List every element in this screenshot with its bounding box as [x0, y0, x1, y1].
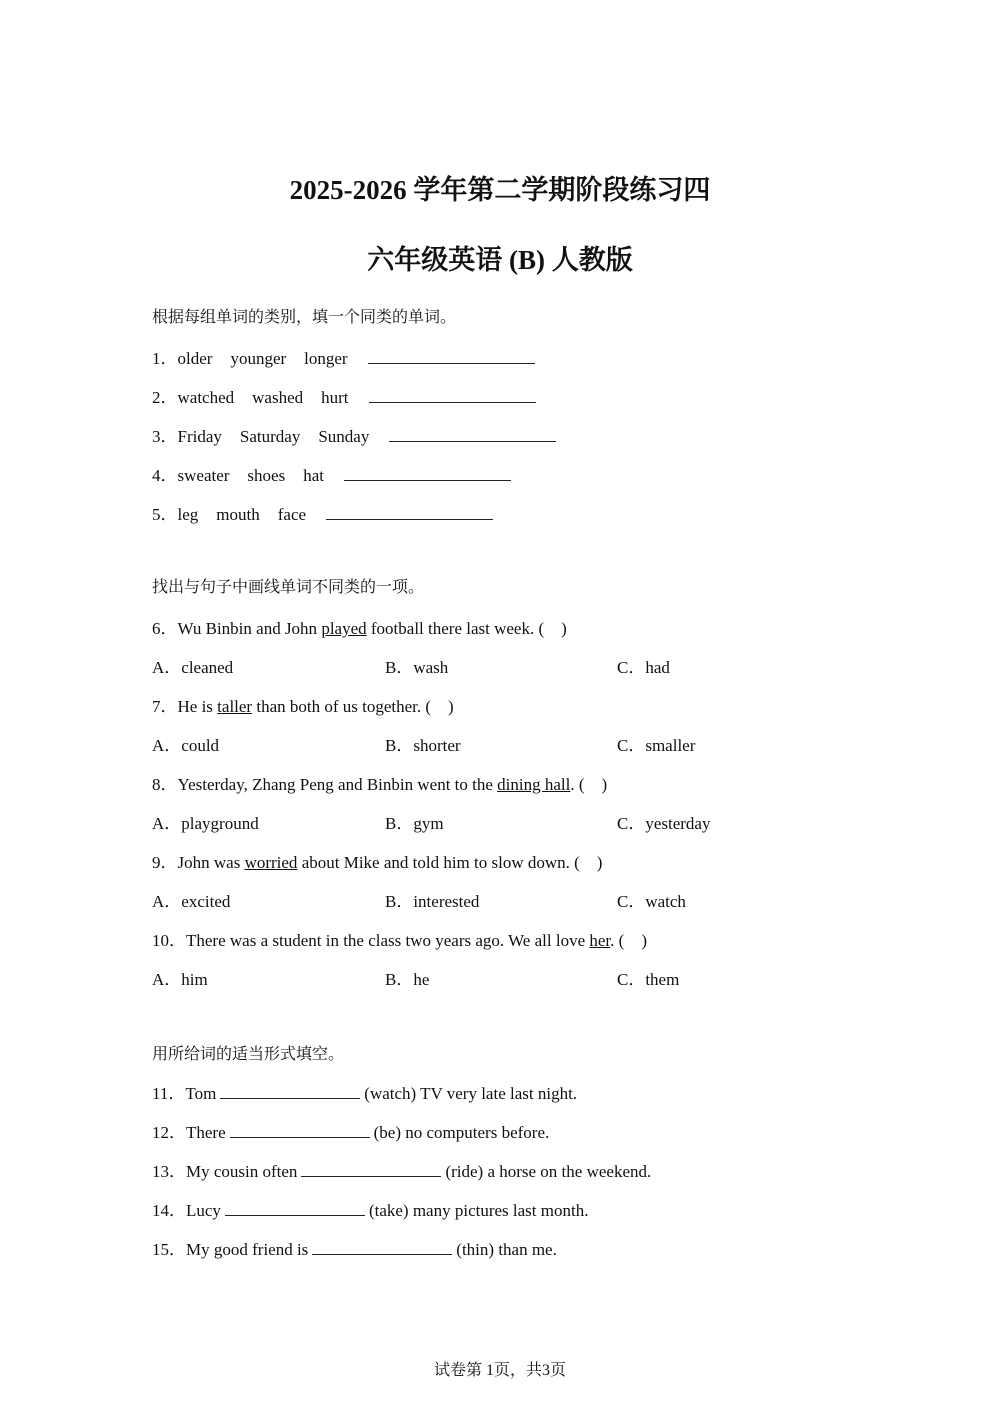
sentence-text: Wu Binbin and John	[177, 619, 322, 638]
answer-blank[interactable]	[369, 386, 536, 403]
answer-blank[interactable]	[344, 464, 511, 481]
question-4	[152, 461, 511, 486]
word: sweater	[177, 466, 230, 485]
sentence-text: (thin) than me.	[456, 1240, 557, 1259]
question-number: 8．	[152, 775, 178, 794]
option-b[interactable]: B．interested	[385, 892, 480, 911]
question-13	[152, 1157, 651, 1182]
word: older	[177, 349, 213, 368]
question-number: 2．	[152, 388, 178, 407]
question-2	[152, 383, 536, 408]
question-number: 14．	[152, 1201, 186, 1220]
sentence-text: Lucy	[186, 1201, 221, 1220]
question-12	[152, 1118, 549, 1143]
word: Saturday	[239, 427, 301, 446]
question-number: 6．	[152, 619, 178, 638]
answer-blank[interactable]	[301, 1160, 441, 1177]
sentence-text: . ( )	[610, 931, 647, 950]
word: longer	[304, 349, 348, 368]
question-number: 5．	[152, 505, 178, 524]
question-5	[152, 500, 493, 525]
question-number: 13．	[152, 1162, 186, 1181]
underlined-word: played	[321, 619, 367, 638]
question-number: 15．	[152, 1240, 186, 1259]
answer-blank[interactable]	[220, 1082, 360, 1099]
option-a[interactable]: A．could	[152, 736, 220, 755]
option-c[interactable]: C．watch	[617, 892, 686, 911]
question-9	[152, 848, 602, 873]
answer-blank[interactable]	[326, 503, 493, 520]
page-footer: 试卷第 1页，共3页	[433, 1362, 566, 1379]
answer-blank[interactable]	[389, 425, 556, 442]
sentence-text: . ( )	[570, 775, 608, 794]
word: leg	[177, 505, 199, 524]
sentence-text: There was a student in the class two years ago. We all love	[186, 931, 590, 950]
sentence-text: My cousin often	[186, 1162, 298, 1181]
option-a[interactable]: A．excited	[152, 892, 231, 911]
word: younger	[230, 349, 287, 368]
word: washed	[252, 388, 304, 407]
option-b[interactable]: B．he	[385, 970, 430, 989]
word: hurt	[321, 388, 349, 407]
question-number: 4．	[152, 466, 178, 485]
sentence-text: Yesterday, Zhang Peng and Binbin went to the	[177, 775, 498, 794]
option-a[interactable]: A．him	[152, 970, 208, 989]
word: shoes	[247, 466, 286, 485]
underlined-word: worried	[244, 853, 298, 872]
sentence-text: John was	[177, 853, 245, 872]
option-a[interactable]: A．playground	[152, 814, 259, 833]
option-c[interactable]: C．had	[617, 658, 670, 677]
sentence-text: Tom	[185, 1084, 217, 1103]
question-number: 10．	[152, 931, 186, 950]
answer-blank[interactable]	[230, 1121, 370, 1138]
sentence-text: (watch) TV very late last night.	[364, 1084, 578, 1103]
underlined-word: her	[589, 931, 611, 950]
question-3	[152, 422, 556, 447]
sentence-text: about Mike and told him to slow down. ( )	[297, 853, 603, 872]
answer-blank[interactable]	[225, 1199, 365, 1216]
question-7	[152, 692, 454, 717]
option-b[interactable]: B．wash	[385, 658, 449, 677]
option-c[interactable]: C．smaller	[617, 736, 696, 755]
option-b[interactable]: B．shorter	[385, 736, 461, 755]
sentence-text: football there last week. ( )	[366, 619, 567, 638]
question-number: 3．	[152, 427, 178, 446]
question-14	[152, 1196, 588, 1221]
underlined-word: taller	[217, 697, 253, 716]
answer-blank[interactable]	[312, 1238, 452, 1255]
question-number: 12．	[152, 1123, 186, 1142]
page-title: 2025-2026 学年第二学期阶段练习四	[289, 175, 711, 205]
word: watched	[177, 388, 235, 407]
question-10	[152, 926, 647, 951]
question-15	[152, 1235, 557, 1260]
word: Friday	[177, 427, 222, 446]
question-1	[152, 344, 535, 369]
question-number: 11．	[152, 1084, 186, 1103]
sentence-text: There	[186, 1123, 226, 1142]
answer-blank[interactable]	[368, 347, 535, 364]
word: mouth	[216, 505, 260, 524]
question-8	[152, 770, 607, 795]
question-11	[152, 1079, 577, 1104]
word: Sunday	[318, 427, 370, 446]
word: face	[277, 505, 307, 524]
sentence-text: My good friend is	[186, 1240, 309, 1259]
option-c[interactable]: C．them	[617, 970, 680, 989]
word: hat	[303, 466, 324, 485]
sentence-text: than both of us together. ( )	[252, 697, 454, 716]
section1-instruction: 根据每组单词的类别，填一个同类的单词。	[152, 307, 457, 326]
question-number: 7．	[152, 697, 178, 716]
option-a[interactable]: A．cleaned	[152, 658, 234, 677]
section2-instruction: 找出与句子中画线单词不同类的一项。	[152, 577, 425, 596]
option-c[interactable]: C．yesterday	[617, 814, 711, 833]
question-number: 9．	[152, 853, 178, 872]
question-6	[152, 614, 567, 639]
sentence-text: (be) no computers before.	[373, 1123, 550, 1142]
sentence-text: He is	[177, 697, 218, 716]
sentence-text: (ride) a horse on the weekend.	[445, 1162, 652, 1181]
sentence-text: (take) many pictures last month.	[368, 1201, 589, 1220]
underlined-word: dining hall	[497, 775, 571, 794]
page-subtitle: 六年级英语 (B) 人教版	[367, 245, 633, 275]
option-b[interactable]: B．gym	[385, 814, 444, 833]
question-number: 1．	[152, 349, 178, 368]
section3-instruction: 用所给词的适当形式填空。	[152, 1044, 345, 1063]
